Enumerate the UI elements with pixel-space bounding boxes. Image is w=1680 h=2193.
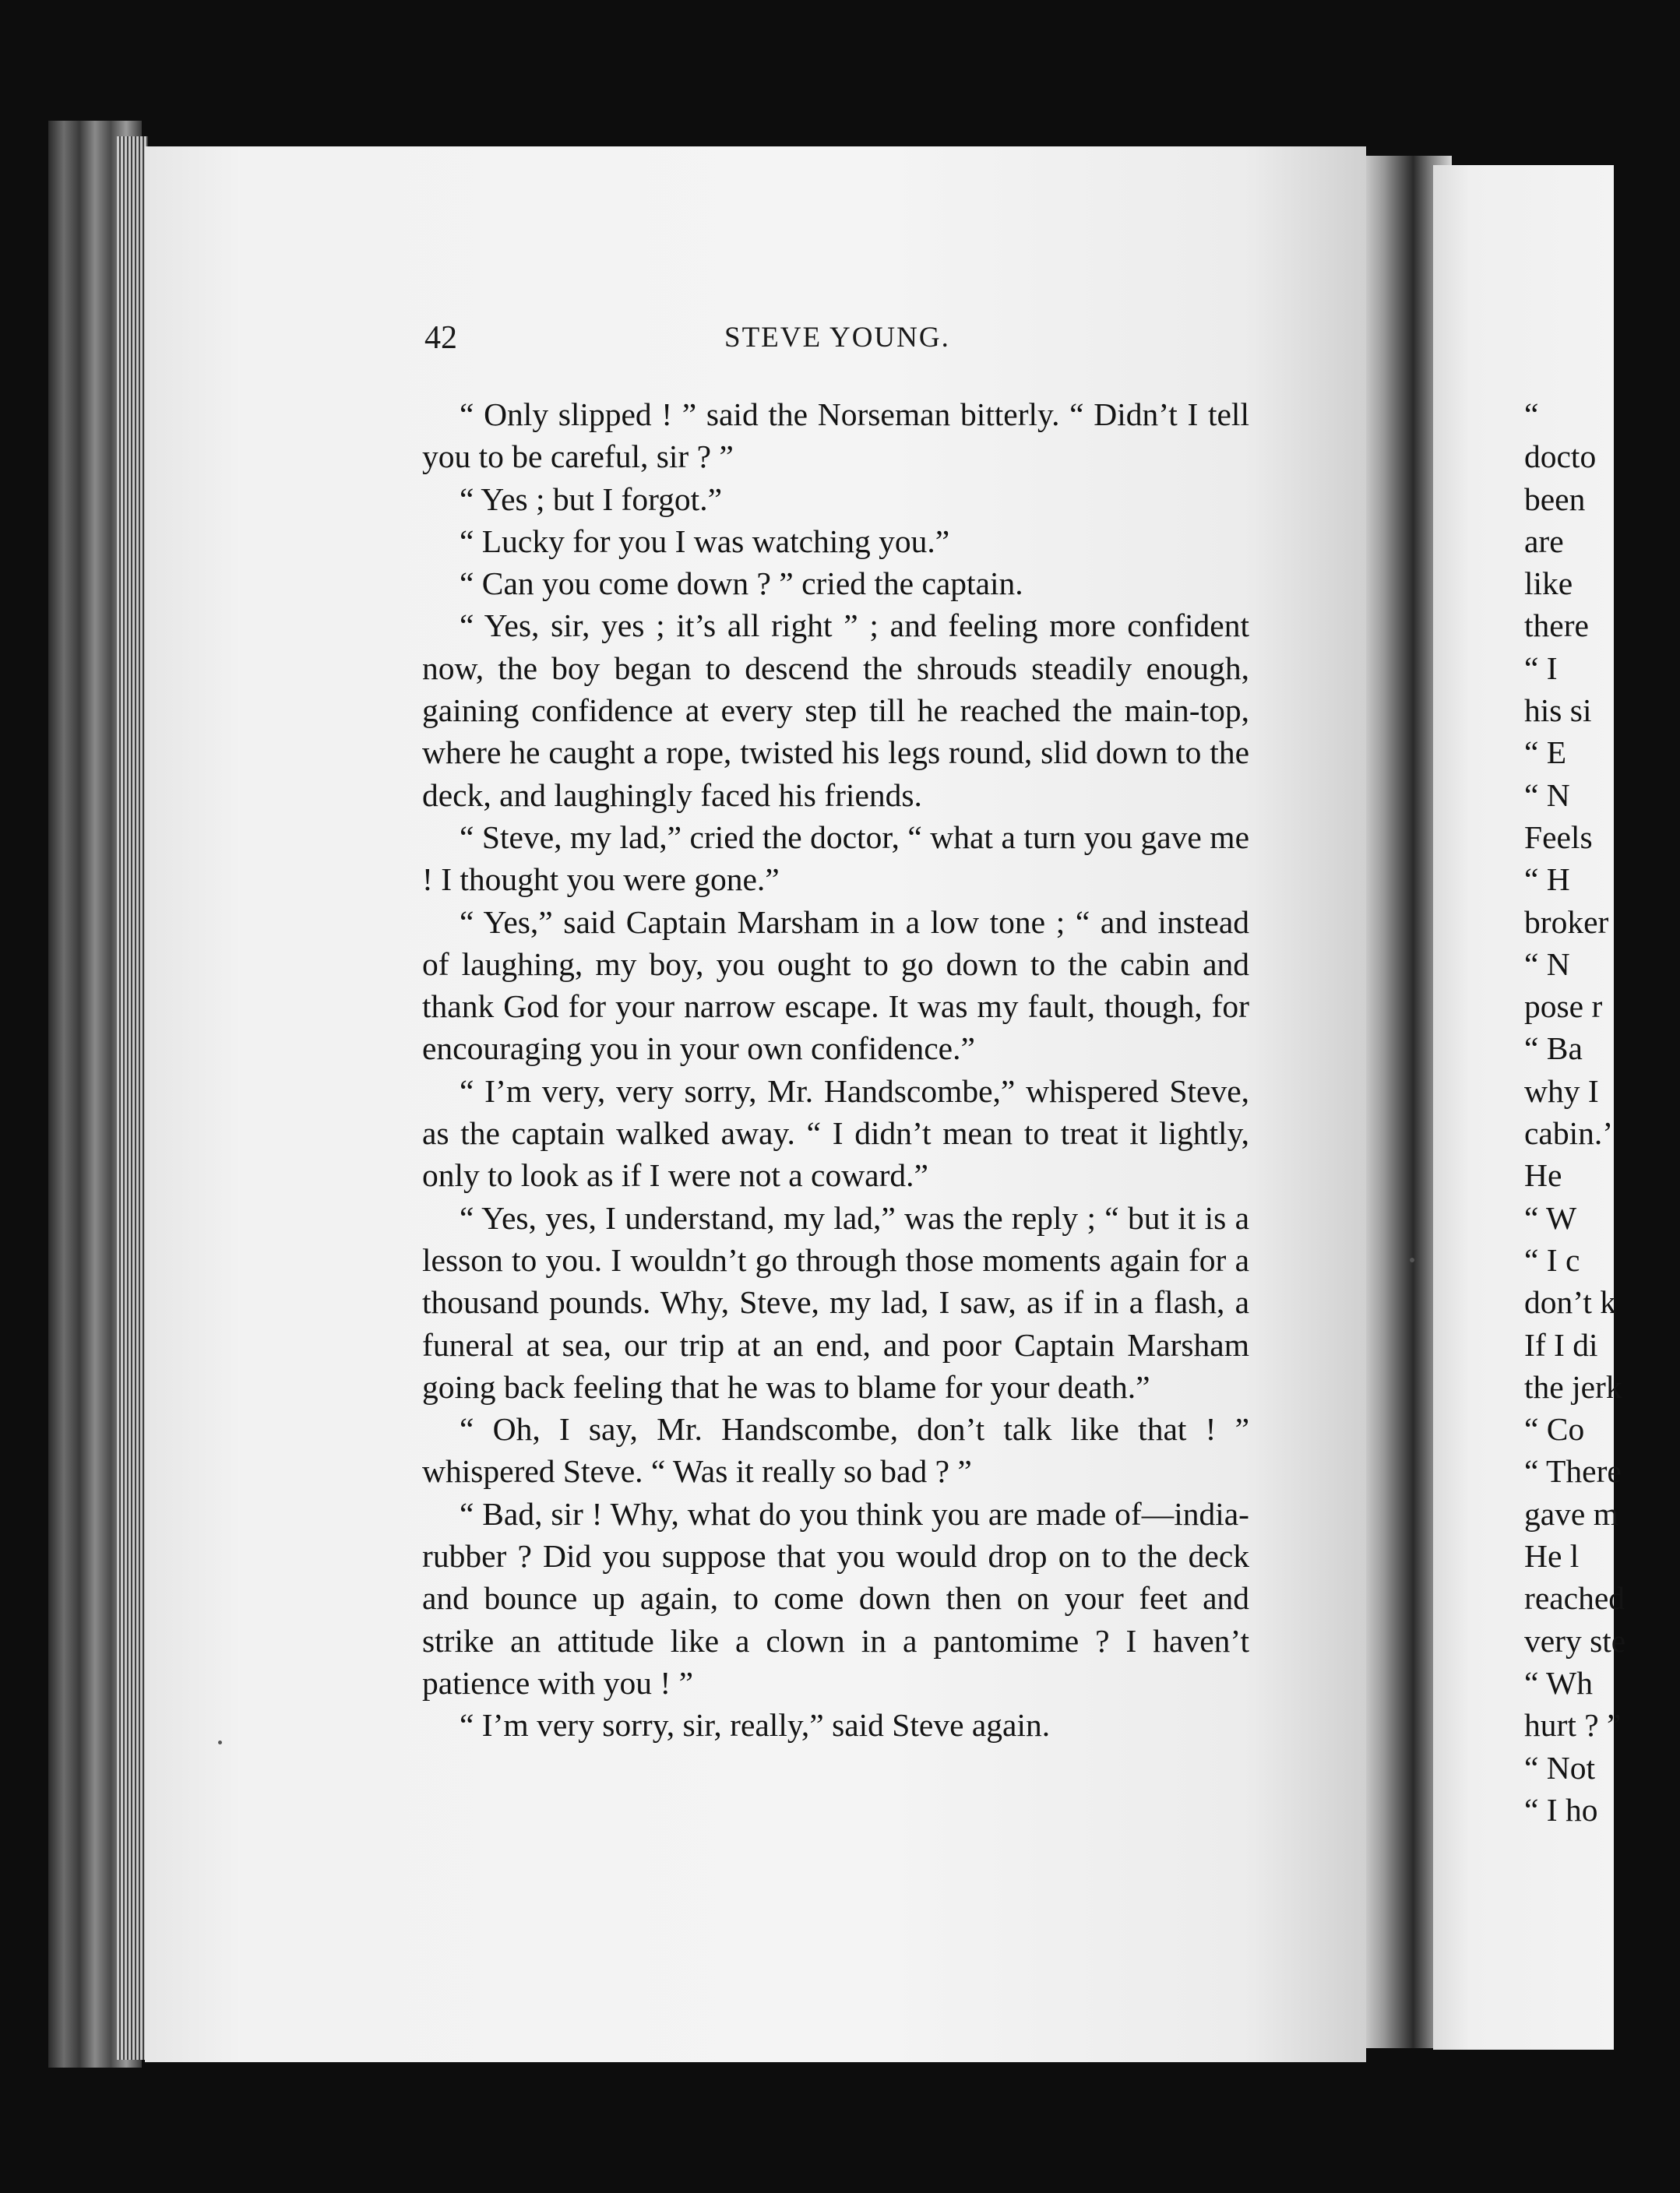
facing-page-line: “ W	[1524, 1199, 1577, 1236]
facing-page-line: his si	[1524, 692, 1592, 729]
facing-page-line: like	[1524, 565, 1573, 602]
dust-speck	[1410, 1258, 1414, 1262]
facing-page-line: “ Wh	[1524, 1664, 1593, 1701]
facing-page-line: “ Not	[1524, 1749, 1596, 1786]
paragraph: “ Oh, I say, Mr. Handscombe, don’t talk like that ! ” whispered Steve. “ Was it really so bad ? ”	[422, 1411, 1249, 1490]
facing-page-line: been	[1524, 480, 1586, 517]
paragraph: “ Can you come down ? ” cried the captain.	[460, 565, 1023, 602]
facing-page-line: “ I c	[1524, 1241, 1580, 1278]
facing-page-line: If I di	[1524, 1326, 1598, 1363]
page-stack-edge	[117, 136, 148, 2060]
facing-page-line: the jerk	[1524, 1368, 1622, 1405]
facing-page-line: pose r	[1524, 988, 1603, 1025]
facing-page-line: hurt ? ”	[1524, 1707, 1622, 1744]
running-head: STEVE YOUNG.	[724, 322, 950, 354]
facing-page-line: don’t k	[1524, 1284, 1616, 1321]
facing-page-line: are	[1524, 523, 1564, 559]
paragraph: “ Yes, yes, I understand, my lad,” was the reply ; “ but it is a lesson to you. I wouldn’t go through those moments again for a thousand pounds. Why, Steve, my lad, I saw, as if in a flash, a funeral at sea, our trip at an end, and poor Captain Marsham going back feeling that he was to blame for your death.”	[422, 1199, 1249, 1405]
facing-page-line: He l	[1524, 1538, 1580, 1575]
paragraph: “ Yes,” said Captain Marsham in a low tone ; “ and instead of laughing, my boy, you ought to go down to the cabin and thank God for your narrow escape. It was my fault, though, for encouraging you in your own confidence.”	[422, 903, 1249, 1067]
paragraph: “ Only slipped ! ” said the Norseman bitterly. “ Didn’t I tell you to be careful, sir ? ”	[422, 396, 1249, 475]
paragraph: “ Lucky for you I was watching you.”	[460, 523, 950, 559]
facing-page-line: docto	[1524, 438, 1597, 475]
facing-page-line: “ I	[1524, 649, 1558, 686]
paragraph: “ Yes, sir, yes ; it’s all right ” ; and feeling more confident now, the boy began to descend the shrouds steadily enough, gaining confidence at every step till he reached the main-top, where he caught a rope, twisted his legs round, slid down to the deck, and laughingly faced his friends.	[422, 607, 1249, 813]
facing-page-line: “	[1524, 396, 1539, 432]
facing-page-line: “ H	[1524, 861, 1570, 898]
facing-page-line: gave m	[1524, 1495, 1618, 1532]
facing-page-line: why I	[1524, 1072, 1599, 1109]
page-number: 42	[424, 320, 457, 356]
paragraph: “ I’m very, very sorry, Mr. Handscombe,” whispered Steve, as the captain walked away. “ I didn’t mean to treat it lightly, only to look as if I were not a coward.”	[422, 1072, 1249, 1194]
facing-page-line: very ste	[1524, 1622, 1626, 1659]
facing-page-line: “ I ho	[1524, 1791, 1598, 1828]
facing-page-line: “ N	[1524, 776, 1570, 813]
facing-page-line: reached	[1524, 1580, 1625, 1617]
facing-page-line: “ Ba	[1524, 1030, 1583, 1067]
dust-speck	[218, 1741, 222, 1744]
paragraph: “ I’m very sorry, sir, really,” said Steve again.	[460, 1707, 1051, 1744]
page-header	[424, 319, 1250, 366]
facing-page-line: broker	[1524, 903, 1609, 940]
paragraph: “ Bad, sir ! Why, what do you think you are made of—india-rubber ? Did you suppose that you would drop on to the deck and bounce up again, to come down then on your feet and strike an attitude like a clown in a pantomime ? I haven’t patience with you ! ”	[422, 1495, 1249, 1701]
page-body-text	[422, 393, 1249, 1747]
facing-page-text	[1524, 393, 1680, 1831]
facing-page-line: He	[1524, 1157, 1562, 1194]
facing-page-line: “ N	[1524, 945, 1570, 982]
paragraph: “ Steve, my lad,” cried the doctor, “ what a turn you gave me ! I thought you were gone.”	[422, 818, 1249, 898]
facing-page-line: “ There	[1524, 1453, 1622, 1490]
facing-page-line: “ Co	[1524, 1411, 1585, 1448]
paragraph: “ Yes ; but I forgot.”	[460, 480, 722, 517]
facing-page-line: there	[1524, 607, 1589, 644]
facing-page-line: Feels	[1524, 818, 1593, 855]
facing-page-line: cabin.’	[1524, 1115, 1614, 1152]
facing-page-line: “ E	[1524, 734, 1567, 771]
